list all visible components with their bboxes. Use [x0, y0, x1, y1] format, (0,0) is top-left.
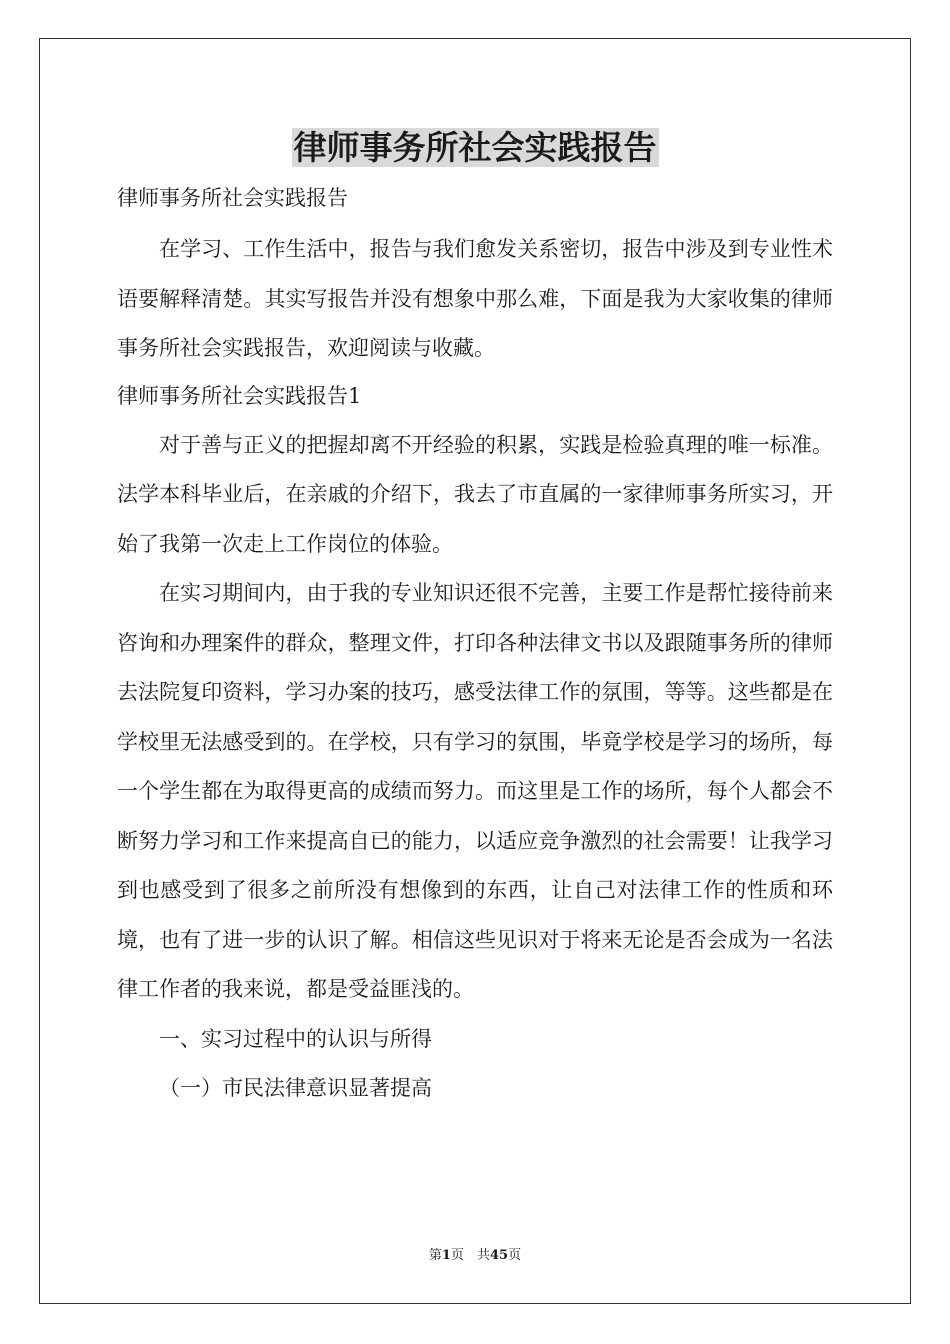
- document-body: [117, 182, 833, 1114]
- document-title: [0, 126, 950, 170]
- page-footer: [0, 1247, 950, 1265]
- subsection-heading: （一）市民法律意识显著提高: [159, 1076, 432, 1100]
- page-total-number: 45: [489, 1248, 509, 1263]
- document-subtitle: 律师事务所社会实践报告: [117, 186, 348, 210]
- body-paragraph: 在实习期间内，由于我的专业知识还很不完善，主要工作是帮忙接待前来咨询和办理案件的群众，整理文件，打印各种法律文书以及跟随事务所的律师去法院复印资料，学习办案的技巧，感受法律工作的氛围，等等。这些都是在学校里无法感受到的。在学校，只有学习的氛围，毕竟学校是学习的场所，每一个学生都在为取得更高的成绩而努力。而这里是工作的场所，每个人都会不断努力学习和工作来提高自已的能力，以适应竞争激烈的社会需要！让我学习到也感受到了很多之前所没有想像到的东西，让自己对法律工作的性质和环境，也有了进一步的认识了解。相信这些见识对于将来无论是否会成为一名法律工作者的我来说，都是受益匪浅的。: [117, 581, 833, 1001]
- subsection-heading: 一、实习过程中的认识与所得: [159, 1026, 432, 1051]
- page-current-number: 1: [441, 1248, 451, 1263]
- page-label-mid: 页 共: [450, 1248, 490, 1263]
- section-heading: 律师事务所社会实践报告1: [117, 383, 362, 408]
- intro-paragraph: 在学习、工作生活中，报告与我们愈发关系密切，报告中涉及到专业性术语要解释清楚。其实写报告并没有想象中那么难，下面是我为大家收集的律师事务所社会实践报告，欢迎阅读与收藏。: [117, 237, 833, 360]
- document-title-text: 律师事务所社会实践报告: [293, 128, 657, 167]
- page-label-prefix: 第: [428, 1248, 442, 1263]
- page-label-suffix: 页: [508, 1248, 522, 1263]
- body-paragraph: 对于善与正义的把握却离不开经验的积累，实践是检验真理的唯一标准。法学本科毕业后，在亲戚的介绍下，我去了市直属的一家律师事务所实习，开始了我第一次走上工作岗位的体验。: [117, 432, 833, 556]
